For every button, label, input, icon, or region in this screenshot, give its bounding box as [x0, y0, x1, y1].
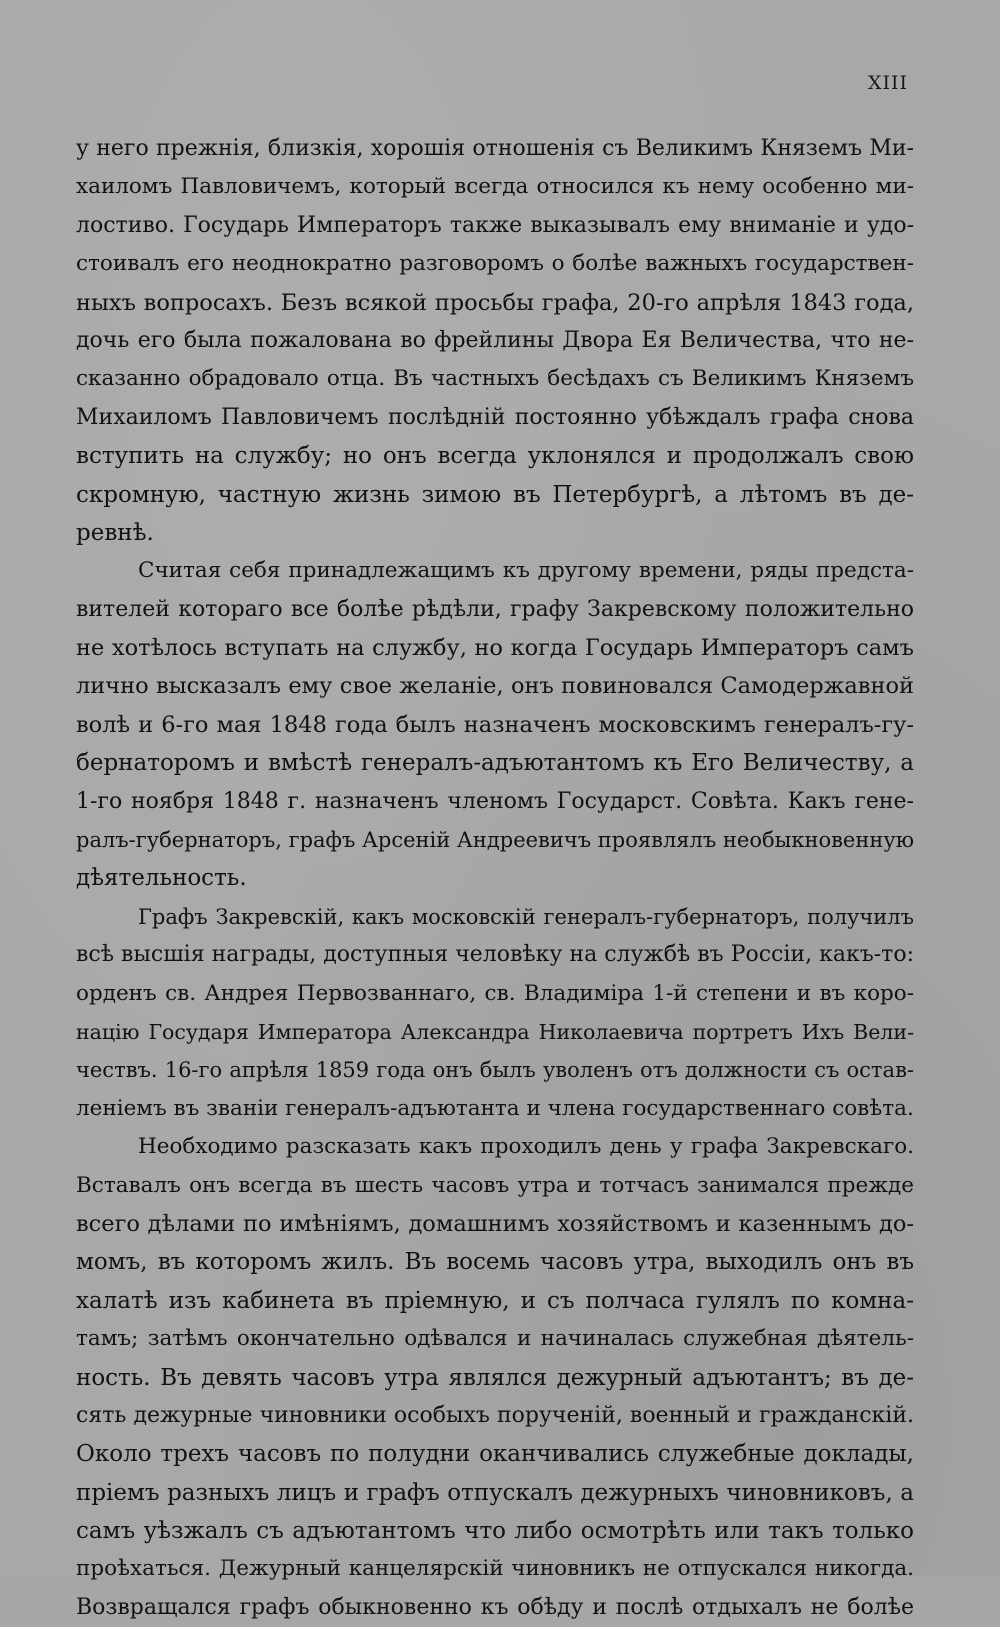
text-line: волѣ и 6-го мая 1848 года былъ назначенъ московскимъ генералъ-гу-: [76, 711, 914, 738]
text-line: орденъ св. Андрея Первозваннаго, св. Владиміра 1-й степени и въ коро-: [76, 980, 914, 1006]
text-line: стоивалъ его неоднократно разговоромъ о болѣе важныхъ государствен-: [76, 251, 914, 277]
text-line: самъ уѣзжалъ съ адъютантомъ что либо осмотрѣть или такъ только: [76, 1518, 914, 1545]
text-line: вителей котораго все болѣе рѣдѣли, графу Закревскому положительно: [76, 596, 914, 622]
text-line: момъ, въ которомъ жилъ. Въ восемь часовъ утра, выходилъ онъ въ: [76, 1249, 914, 1276]
text-line: чествъ. 16-го апрѣля 1859 года онъ былъ уволенъ отъ должности съ остав-: [76, 1058, 914, 1083]
text-line: пріемъ разныхъ лицъ и графъ отпускалъ дежурныхъ чиновниковъ, а: [76, 1479, 914, 1506]
page-number: XIII: [867, 72, 908, 94]
text-line: вступить на службу; но онъ всегда уклонялся и продолжалъ свою: [76, 443, 914, 470]
text-line: не хотѣлось вступать на службу, но когда Государь Императоръ самъ: [76, 635, 914, 662]
text-line: сять дежурные чиновники особыхъ порученій, военный и гражданскій.: [76, 1402, 914, 1428]
text-line: ность. Въ девять часовъ утра являлся дежурный адъютантъ; въ де-: [76, 1364, 914, 1391]
text-line: ныхъ вопросахъ. Безъ всякой просьбы графа, 20-го апрѣля 1843 года,: [76, 289, 914, 316]
text-line: націю Государя Императора Александра Николаевича портретъ Ихъ Вели-: [76, 1019, 914, 1044]
paragraph-first-line: Графъ Закревскій, какъ московскій генералъ-губернаторъ, получилъ: [138, 904, 914, 929]
paragraph-end-line: дѣятельность.: [76, 865, 247, 892]
paragraph-first-line: Необходимо разсказать какъ проходилъ день у графа Закревскаго.: [138, 1134, 914, 1160]
text-line: у него прежнія, близкія, хорошія отношенія съ Великимъ Княземъ Ми-: [76, 136, 914, 161]
text-line: 1-го ноября 1848 г. назначенъ членомъ Государст. Совѣта. Какъ гене-: [76, 788, 914, 814]
paragraph-first-line: Считая себя принадлежащимъ къ другому времени, ряды предста-: [138, 558, 914, 584]
paragraph-end-line: леніемъ въ званіи генералъ-адъютанта и члена государственнаго совѣта.: [76, 1095, 914, 1121]
text-line: бернаторомъ и вмѣстѣ генералъ-адъютантомъ къ Его Величеству, а: [76, 750, 914, 777]
body-text: [76, 130, 914, 1627]
text-line: всего дѣлами по имѣніямъ, домашнимъ хозяйствомъ и казеннымъ до-: [76, 1210, 914, 1237]
text-line: Вставалъ онъ всегда въ шесть часовъ утра и тотчасъ занимался прежде: [76, 1172, 914, 1198]
text-line: Возвращался графъ обыкновенно къ обѣду и послѣ отдыхалъ не болѣе: [76, 1594, 914, 1620]
text-line: ралъ-губернаторъ, графъ Арсеній Андреевичъ проявлялъ необыкновенную: [76, 828, 914, 853]
text-line: тамъ; затѣмъ окончательно одѣвался и начиналась служебная дѣятель-: [76, 1326, 914, 1352]
text-line: проѣхаться. Дежурный канцелярскій чиновникъ не отпускался никогда.: [76, 1556, 914, 1582]
paragraph-end-line: ревнѣ.: [76, 519, 154, 546]
text-line: халатѣ изъ кабинета въ пріемную, и съ полчаса гулялъ по комна-: [76, 1287, 914, 1314]
text-line: хаиломъ Павловичемъ, который всегда относился къ нему особенно ми-: [76, 174, 914, 200]
text-line: дочь его была пожалована во фрейлины Двора Ея Величества, что не-: [76, 327, 914, 353]
text-line: скромную, частную жизнь зимою въ Петербургѣ, а лѣтомъ въ де-: [76, 481, 914, 508]
text-line: лично высказалъ ему свое желаніе, онъ повиновался Самодержавной: [76, 673, 914, 700]
text-line: лостиво. Государь Императоръ также выказывалъ ему вниманіе и удо-: [76, 212, 914, 238]
text-line: всѣ высшія награды, доступныя человѣку на службѣ въ Россіи, какъ-то:: [76, 942, 914, 968]
text-line: Михаиломъ Павловичемъ послѣдній постоянно убѣждалъ графа снова: [76, 404, 914, 430]
text-line: сказанно обрадовало отца. Въ частныхъ бесѣдахъ съ Великимъ Княземъ: [76, 366, 914, 392]
text-line: Около трехъ часовъ по полудни оканчивались служебные доклады,: [76, 1441, 914, 1468]
